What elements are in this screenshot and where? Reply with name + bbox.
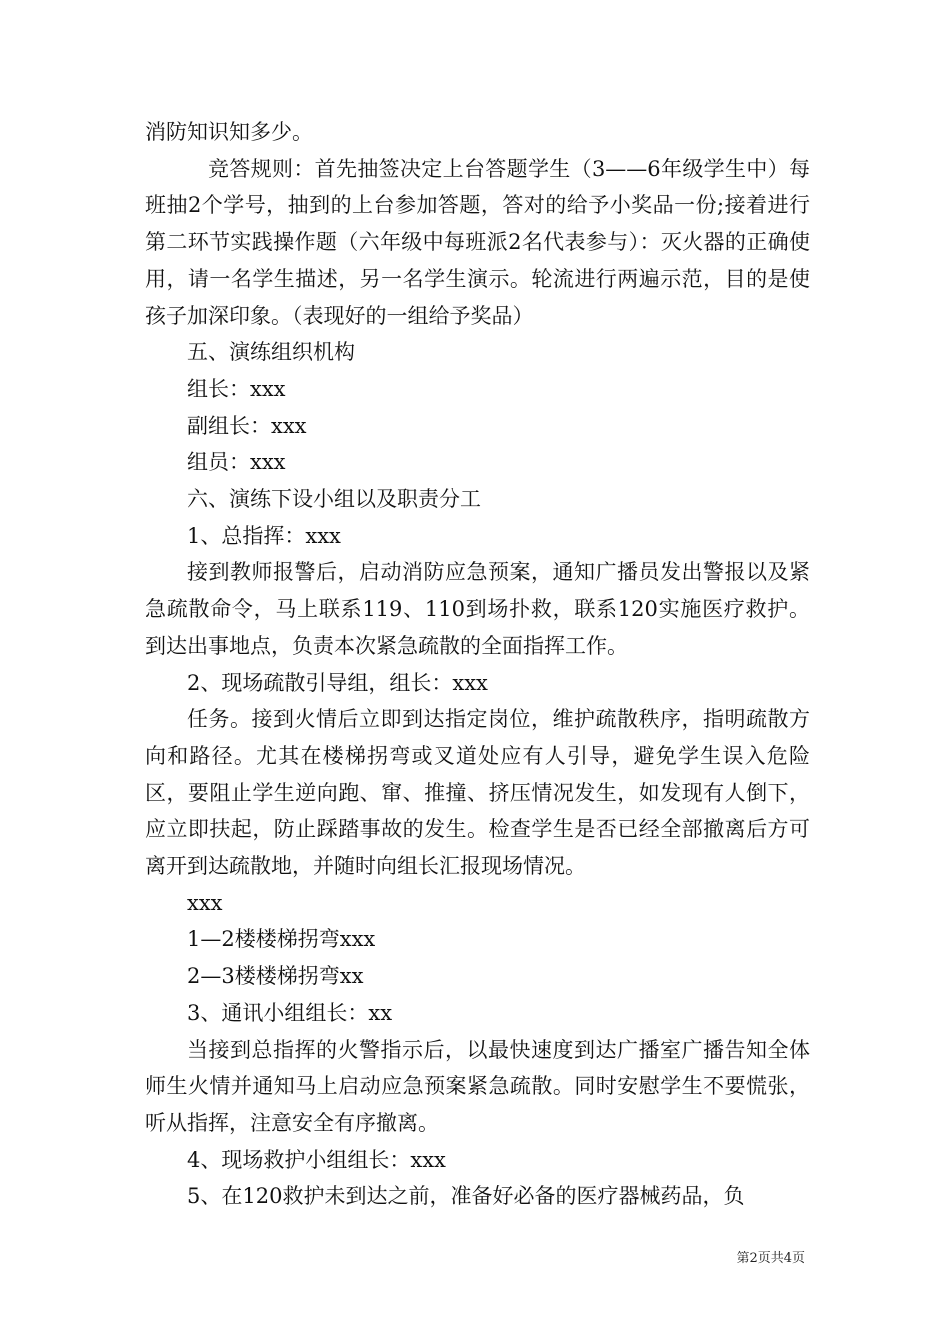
line-members: 组员：xxx <box>187 450 286 475</box>
paragraph-intro-tail: 消防知识知多少。 <box>145 120 313 144</box>
paragraph-rescue-duty: 5、在120救护未到达之前，准备好必备的医疗器械药品，负 <box>187 1184 745 1209</box>
heading-subgroups: 六、演练下设小组以及职责分工 <box>187 487 481 512</box>
line-evacuation-member: xxx <box>187 890 223 915</box>
heading-organization: 五、演练组织机构 <box>187 340 355 365</box>
line-evacuation-group: 2、现场疏散引导组，组长：xxx <box>187 670 488 695</box>
line-stair-1-2: 1—2楼楼梯拐弯xxx <box>187 927 376 952</box>
paragraph-communication-duty: 当接到总指挥的火警指示后，以最快速度到达广播室广播告知全体师生火情并通知马上启动应急预案紧急疏散。同时安慰学生不要慌张，听从指挥，注意安全有序撤离。 <box>145 1037 810 1135</box>
document-body <box>145 114 810 1215</box>
paragraph-quiz-rules: 竞答规则：首先抽签决定上台答题学生（3——6年级学生中）每班抽2个学号，抽到的上台参加答题，答对的给予小奖品一份;接着进行第二环节实践操作题（六年级中每班派2名代表参与）：灭火器的正确使用，请一名学生描述，另一名学生演示。轮流进行两遍示范，目的是使孩子加深印象。（表现好的一组给予奖品） <box>145 156 810 328</box>
page-number: 第2页共4页 <box>736 1251 805 1266</box>
line-communication-group: 3、通讯小组组长：xx <box>187 1000 393 1025</box>
paragraph-commander-duty: 接到教师报警后，启动消防应急预案，通知广播员发出警报以及紧急疏散命令，马上联系119、110到场扑救，联系120实施医疗救护。到达出事地点，负责本次紧急疏散的全面指挥工作。 <box>145 560 810 658</box>
line-rescue-group: 4、现场救护小组组长：xxx <box>187 1147 446 1172</box>
line-stair-2-3: 2—3楼楼梯拐弯xx <box>187 964 364 989</box>
line-leader: 组长：xxx <box>187 376 286 401</box>
line-deputy-leader: 副组长：xxx <box>187 413 307 438</box>
line-commander: 1、总指挥：xxx <box>187 523 341 548</box>
paragraph-evacuation-duty: 任务。接到火情后立即到达指定岗位，维护疏散秩序，指明疏散方向和路径。尤其在楼梯拐弯或叉道处应有人引导，避免学生误入危险区，要阻止学生逆向跑、窜、推撞、挤压情况发生，如发现有人倒下，应立即扶起，防止踩踏事故的发生。检查学生是否已经全部撤离后方可离开到达疏散地，并随时向组长汇报现场情况。 <box>145 707 810 879</box>
